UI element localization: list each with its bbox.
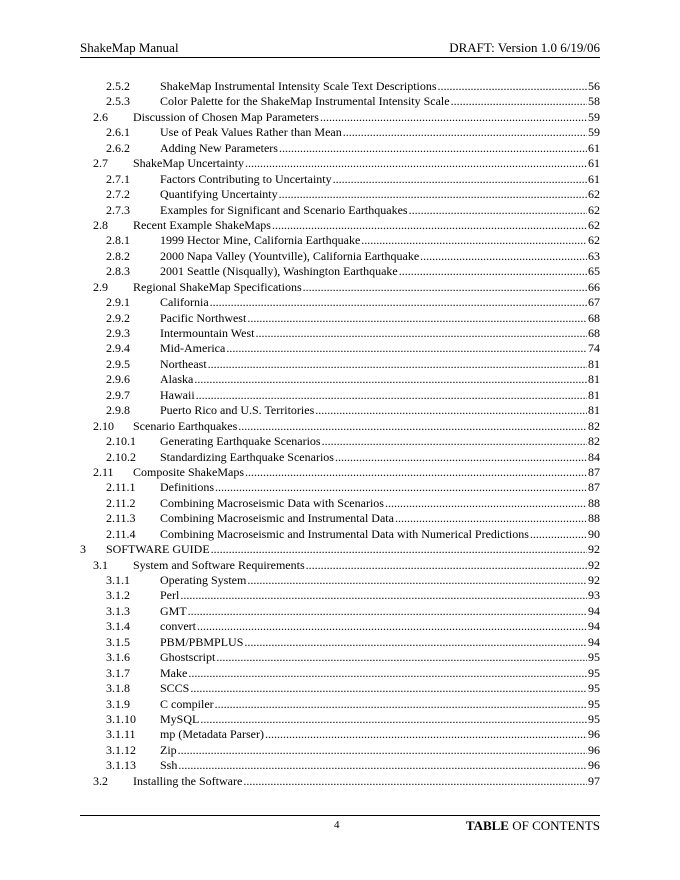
toc-section-number: 3.2: [93, 773, 108, 788]
toc-page-number: 61: [588, 171, 600, 186]
toc-entry[interactable]: [80, 249, 600, 264]
toc-title: Regional ShakeMap Specifications: [133, 279, 302, 294]
toc-section-number: 2.11.2: [106, 495, 136, 510]
toc-entry[interactable]: [80, 697, 600, 712]
toc-entry[interactable]: [80, 79, 600, 94]
header-title: ShakeMap Manual: [80, 40, 179, 55]
toc-leader-dots: [238, 419, 587, 434]
toc-leader-dots: [243, 774, 587, 789]
toc-leader-dots: [245, 156, 587, 171]
page-header: [80, 40, 600, 58]
toc-title: 2001 Seattle (Nisqually), Washington Earthquake: [160, 264, 398, 279]
toc-page-number: 97: [588, 773, 600, 788]
toc-leader-dots: [395, 511, 587, 526]
toc-entry[interactable]: [80, 357, 600, 372]
toc-page-number: 95: [588, 681, 600, 696]
toc-leader-dots: [335, 450, 587, 465]
toc-section-number: 3.1.4: [106, 619, 130, 634]
toc-entry[interactable]: [80, 619, 600, 634]
toc-title: Zip: [160, 742, 177, 757]
toc-entry-text: [160, 264, 600, 279]
toc-title: Standardizing Earthquake Scenarios: [160, 449, 334, 464]
toc-entry[interactable]: [80, 388, 600, 403]
toc-title: Installing the Software: [133, 773, 243, 788]
toc-leader-dots: [178, 758, 587, 773]
toc-entry-text: [133, 558, 600, 573]
toc-page-number: 95: [588, 665, 600, 680]
toc-entry-text: [160, 388, 600, 403]
toc-entry[interactable]: [80, 542, 600, 557]
toc-entry-text: [160, 233, 600, 248]
toc-title: Generating Earthquake Scenarios: [160, 434, 321, 449]
toc-entry-text: [160, 203, 600, 218]
toc-entry[interactable]: [80, 156, 600, 171]
toc-page-number: 92: [588, 542, 600, 557]
toc-entry[interactable]: [80, 341, 600, 356]
toc-entry[interactable]: [80, 573, 600, 588]
toc-page-number: 88: [588, 511, 600, 526]
toc-section-number: 3.1.5: [106, 634, 130, 649]
toc-entry-text: [160, 94, 600, 109]
toc-page-number: 94: [588, 619, 600, 634]
toc-title: Adding New Parameters: [160, 140, 278, 155]
toc-title: Color Palette for the ShakeMap Instrumental Intensity Scale: [160, 94, 450, 109]
toc-page-number: 87: [588, 464, 600, 479]
toc-section-number: 2.7: [93, 156, 108, 171]
toc-section-number: 2.7.3: [106, 202, 130, 217]
toc-leader-dots: [438, 79, 587, 94]
toc-page-number: 62: [588, 187, 600, 202]
toc-entry[interactable]: [80, 295, 600, 310]
toc-entry[interactable]: [80, 172, 600, 187]
toc-entry-text: [160, 650, 600, 665]
toc-entry-text: [160, 588, 600, 603]
toc-entry-text: [160, 573, 600, 588]
toc-entry-text: [160, 326, 600, 341]
toc-entry-text: [160, 187, 600, 202]
toc-leader-dots: [409, 203, 587, 218]
toc-title: PBM/PBMPLUS: [160, 634, 244, 649]
toc-entry[interactable]: [80, 588, 600, 603]
toc-section-number: 2.8: [93, 217, 108, 232]
toc-leader-dots: [208, 357, 587, 372]
toc-entry-text: [160, 295, 600, 310]
toc-page-number: 67: [588, 295, 600, 310]
toc-section-number: 2.5.3: [106, 94, 130, 109]
toc-title: GMT: [160, 603, 187, 618]
toc-title: Combining Macroseismic Data with Scenarios: [160, 495, 384, 510]
toc-page-number: 59: [588, 125, 600, 140]
toc-section-number: 3.1.9: [106, 696, 130, 711]
toc-leader-dots: [306, 558, 587, 573]
toc-section-number: 2.9.7: [106, 387, 130, 402]
toc-entry-text: [160, 604, 600, 619]
toc-leader-dots: [215, 697, 587, 712]
toc-entry[interactable]: [80, 264, 600, 279]
toc-leader-dots: [190, 681, 587, 696]
toc-leader-dots: [343, 125, 587, 140]
toc-title: Scenario Earthquakes: [133, 418, 238, 433]
toc-page-number: 63: [588, 248, 600, 263]
toc-section-number: 3.1.8: [106, 681, 130, 696]
toc-entry[interactable]: [80, 496, 600, 511]
toc-entry[interactable]: [80, 110, 600, 125]
toc-entry-text: [160, 434, 600, 449]
toc-entry[interactable]: [80, 434, 600, 449]
toc-section-number: 3.1.7: [106, 665, 130, 680]
toc-entry[interactable]: [80, 774, 600, 789]
toc-leader-dots: [320, 110, 587, 125]
toc-page-number: 81: [588, 356, 600, 371]
toc-entry[interactable]: [80, 125, 600, 140]
toc-page-number: 65: [588, 264, 600, 279]
toc-section-number: 2.9.8: [106, 403, 130, 418]
toc-entry[interactable]: [80, 712, 600, 727]
toc-entry-text: [160, 712, 600, 727]
toc-entry[interactable]: [80, 141, 600, 156]
toc-title: ShakeMap Instrumental Intensity Scale Text Descriptions: [160, 79, 437, 93]
toc-title: SOFTWARE GUIDE: [106, 542, 210, 557]
toc-section-number: 3.1.12: [106, 742, 136, 757]
toc-entry-text: [160, 372, 600, 387]
toc-section-number: 2.8.3: [106, 264, 130, 279]
toc-title: Ssh: [160, 758, 178, 773]
toc-section-number: 2.5.2: [106, 79, 130, 93]
toc-section-number: 2.6.2: [106, 140, 130, 155]
toc-section-number: 2.6: [93, 109, 108, 124]
toc-entry[interactable]: [80, 187, 600, 202]
toc-title: Composite ShakeMaps: [133, 464, 244, 479]
toc-page-number: 92: [588, 557, 600, 572]
toc-title: Combining Macroseismic and Instrumental Data with Numerical Predictions: [160, 526, 529, 541]
toc-entry-text: [133, 156, 600, 171]
toc-entry[interactable]: [80, 326, 600, 341]
toc-page-number: 95: [588, 711, 600, 726]
toc-page-number: 58: [588, 94, 600, 109]
toc-title: Operating System: [160, 573, 247, 587]
toc-leader-dots: [247, 573, 587, 588]
toc-page-number: 81: [588, 372, 600, 387]
toc-title: Combining Macroseismic and Instrumental Data: [160, 511, 394, 526]
toc-entry[interactable]: [80, 465, 600, 480]
toc-leader-dots: [420, 249, 587, 264]
toc-entry-text: [160, 681, 600, 696]
toc-title: convert: [160, 619, 196, 634]
toc-leader-dots: [361, 233, 587, 248]
toc-entry-text: [133, 110, 600, 125]
toc-page-number: 92: [588, 573, 600, 587]
toc-page-number: 90: [588, 526, 600, 541]
toc-leader-dots: [279, 187, 587, 202]
toc-title: 2000 Napa Valley (Yountville), California Earthquake: [160, 248, 420, 263]
toc-title: 1999 Hector Mine, California Earthquake: [160, 233, 361, 248]
toc-page-number: 61: [588, 156, 600, 171]
toc-section-number: 2.11.3: [106, 511, 136, 526]
toc-entry[interactable]: [80, 666, 600, 681]
toc-entry-text: [160, 480, 600, 495]
toc-title: Mid-America: [160, 341, 226, 356]
toc-entry-text: [133, 280, 600, 295]
toc-section-number: 2.7.1: [106, 171, 130, 186]
toc-entry[interactable]: [80, 280, 600, 295]
toc-entry[interactable]: [80, 527, 600, 542]
toc-entry-text: [160, 743, 600, 758]
toc-entry[interactable]: [80, 419, 600, 434]
toc-leader-dots: [188, 666, 587, 681]
toc-section-number: 3: [80, 542, 86, 557]
toc-section-number: 2.10.1: [106, 434, 136, 449]
toc-page-number: 94: [588, 603, 600, 618]
toc-section-number: 2.10.2: [106, 449, 136, 464]
toc-entry[interactable]: [80, 681, 600, 696]
toc-section-number: 2.9.4: [106, 341, 130, 356]
toc-title: Hawaii: [160, 387, 195, 402]
toc-page-number: 88: [588, 495, 600, 510]
toc-section-number: 2.9.5: [106, 356, 130, 371]
toc-page-number: 62: [588, 202, 600, 217]
toc-title: Perl: [160, 588, 180, 603]
toc-entry-text: [160, 697, 600, 712]
toc-leader-dots: [194, 372, 587, 387]
toc-entry-text: [133, 465, 600, 480]
toc-entry-text: [160, 727, 600, 742]
toc-page-number: 96: [588, 742, 600, 757]
toc-section-number: 2.9: [93, 279, 108, 294]
toc-title: ShakeMap Uncertainty: [133, 156, 244, 171]
toc-leader-dots: [315, 403, 587, 418]
toc-entry-text: [160, 125, 600, 140]
toc-section-number: 3.1.3: [106, 603, 130, 618]
toc-section-number: 2.7.2: [106, 187, 130, 202]
toc-title: Pacific Northwest: [160, 310, 247, 325]
footer-section-title: [466, 818, 600, 834]
toc-entry-text: [160, 758, 600, 773]
toc-leader-dots: [197, 619, 587, 634]
toc-title: C compiler: [160, 696, 214, 711]
toc-section-number: 2.6.1: [106, 125, 130, 140]
toc-entry-text: [160, 172, 600, 187]
toc-leader-dots: [265, 727, 587, 742]
toc-title: mp (Metadata Parser): [160, 727, 264, 742]
toc-title: Intermountain West: [160, 326, 255, 340]
toc-entry-text: [133, 774, 600, 789]
toc-section-number: 2.11: [93, 464, 114, 479]
toc-leader-dots: [272, 218, 587, 233]
toc-page-number: 96: [588, 727, 600, 742]
toc-title: Recent Example ShakeMaps: [133, 217, 271, 232]
toc-leader-dots: [303, 280, 587, 295]
toc-page-number: 61: [588, 140, 600, 155]
toc-title: Definitions: [160, 480, 214, 495]
toc-section-number: 3.1.10: [106, 711, 136, 726]
toc-entry-text: [160, 341, 600, 356]
toc-page-number: 66: [588, 279, 600, 294]
toc-leader-dots: [210, 295, 587, 310]
toc-section-number: 2.9.2: [106, 310, 130, 325]
toc-entry-text: [160, 79, 600, 94]
toc-section-number: 2.9.6: [106, 372, 130, 387]
toc-page-number: 68: [588, 310, 600, 325]
toc-entry-text: [160, 635, 600, 650]
page-footer: [80, 818, 600, 834]
toc-title: Make: [160, 665, 188, 680]
toc-page-number: 81: [588, 403, 600, 418]
toc-page-number: 82: [588, 418, 600, 433]
toc-leader-dots: [226, 341, 587, 356]
toc-leader-dots: [385, 496, 587, 511]
toc-page-number: 62: [588, 233, 600, 248]
toc-entry[interactable]: [80, 558, 600, 573]
toc-page-number: 96: [588, 758, 600, 773]
toc-title: Puerto Rico and U.S. Territories: [160, 403, 315, 418]
toc-section-number: 3.1.13: [106, 758, 136, 773]
toc-entry-text: [160, 403, 600, 418]
toc-page-number: 62: [588, 217, 600, 232]
toc-page-number: 95: [588, 696, 600, 711]
toc-entry[interactable]: [80, 311, 600, 326]
toc-leader-dots: [451, 94, 587, 109]
toc-section-number: 3.1: [93, 557, 108, 572]
toc-title: System and Software Requirements: [133, 557, 305, 572]
toc-section-number: 3.1.1: [106, 573, 130, 587]
toc-page-number: 56: [588, 79, 600, 93]
toc-section-number: 3.1.11: [106, 727, 136, 742]
toc-entry[interactable]: [80, 203, 600, 218]
toc-entry[interactable]: [80, 727, 600, 742]
toc-entry-text: [160, 450, 600, 465]
toc-entry[interactable]: [80, 94, 600, 109]
toc-section-number: 3.1.2: [106, 588, 130, 603]
toc-entry[interactable]: [80, 233, 600, 248]
toc-leader-dots: [333, 172, 587, 187]
toc-entry[interactable]: [80, 403, 600, 418]
footer-section-rest: OF CONTENTS: [508, 818, 600, 833]
toc-section-number: 2.11.1: [106, 480, 136, 495]
toc-leader-dots: [180, 588, 587, 603]
toc-leader-dots: [247, 311, 587, 326]
toc-page-number: 81: [588, 387, 600, 402]
toc-entry-text: [160, 527, 600, 542]
toc-entry[interactable]: [80, 511, 600, 526]
toc-leader-dots: [196, 388, 587, 403]
header-version: DRAFT: Version 1.0 6/19/06: [449, 40, 600, 55]
toc-leader-dots: [244, 635, 587, 650]
toc-title: Discussion of Chosen Map Parameters: [133, 109, 319, 124]
toc-leader-dots: [322, 434, 587, 449]
toc-section-number: 2.8.1: [106, 233, 130, 248]
toc-title: Examples for Significant and Scenario Earthquakes: [160, 202, 408, 217]
toc-entry-text: [106, 542, 600, 557]
toc-title: Northeast: [160, 356, 207, 371]
toc-entry[interactable]: [80, 650, 600, 665]
toc-entry[interactable]: [80, 743, 600, 758]
toc-title: Ghostscript: [160, 650, 216, 665]
toc-title: Factors Contributing to Uncertainty: [160, 171, 332, 186]
toc-page-number: 84: [588, 449, 600, 464]
toc-entry[interactable]: [80, 480, 600, 495]
toc-entry-text: [160, 141, 600, 156]
toc-entry[interactable]: [80, 635, 600, 650]
toc-page-number: 94: [588, 634, 600, 649]
toc-title: SCCS: [160, 681, 190, 696]
toc-entry-text: [160, 249, 600, 264]
toc-title: Quantifying Uncertainty: [160, 187, 278, 202]
toc-section-number: 2.11.4: [106, 526, 136, 541]
toc-leader-dots: [200, 712, 587, 727]
toc-entry[interactable]: [80, 604, 600, 619]
toc-entry-text: [160, 496, 600, 511]
toc-title: Use of Peak Values Rather than Mean: [160, 125, 342, 140]
toc-page-number: 68: [588, 326, 600, 340]
toc-leader-dots: [216, 650, 587, 665]
toc-leader-dots: [211, 542, 587, 557]
toc-leader-dots: [279, 141, 587, 156]
footer-divider: [80, 815, 600, 816]
toc-section-number: 2.9.3: [106, 326, 130, 340]
toc-entry[interactable]: [80, 372, 600, 387]
toc-entry[interactable]: [80, 758, 600, 773]
toc-entry-text: [160, 357, 600, 372]
toc-entry[interactable]: [80, 450, 600, 465]
toc-title: MySQL: [160, 711, 200, 726]
toc-entry-text: [160, 619, 600, 634]
toc-title: Alaska: [160, 372, 194, 387]
toc-leader-dots: [399, 264, 587, 279]
toc-entry-text: [160, 666, 600, 681]
toc-section-number: 2.10: [93, 418, 114, 433]
toc-leader-dots: [178, 743, 587, 758]
toc-entry-text: [133, 218, 600, 233]
table-of-contents: [80, 79, 600, 789]
toc-section-number: 3.1.6: [106, 650, 130, 665]
toc-leader-dots: [188, 604, 587, 619]
toc-page-number: 82: [588, 434, 600, 449]
toc-title: California: [160, 295, 209, 310]
toc-page-number: 87: [588, 480, 600, 495]
toc-page-number: 59: [588, 109, 600, 124]
toc-leader-dots: [245, 465, 587, 480]
toc-leader-dots: [215, 480, 587, 495]
toc-page-number: 95: [588, 650, 600, 665]
toc-entry[interactable]: [80, 218, 600, 233]
toc-entry-text: [133, 419, 600, 434]
toc-page-number: 74: [588, 341, 600, 356]
toc-page-number: 93: [588, 588, 600, 603]
footer-section-bold: TABLE: [465, 818, 509, 833]
toc-section-number: 2.8.2: [106, 248, 130, 263]
toc-entry-text: [160, 511, 600, 526]
toc-leader-dots: [530, 527, 587, 542]
toc-entry-text: [160, 311, 600, 326]
toc-leader-dots: [255, 326, 587, 341]
toc-section-number: 2.9.1: [106, 295, 130, 310]
page-number: 4: [334, 819, 340, 831]
